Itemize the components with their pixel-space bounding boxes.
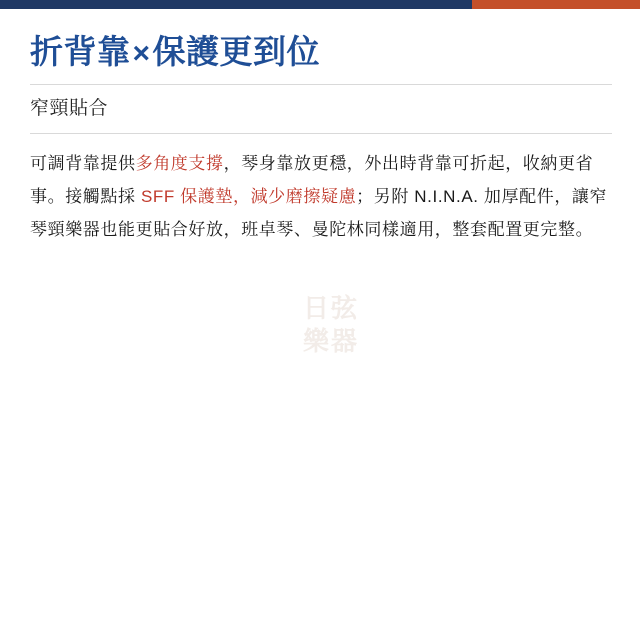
headline-part-two: 保護更到位 xyxy=(152,33,321,70)
multiply-icon: × xyxy=(132,37,151,70)
divider-top xyxy=(30,84,612,85)
body-paragraph xyxy=(30,147,608,246)
section-subtitle: 窄頸貼合 xyxy=(30,97,109,119)
body-segment: ，琴身靠放更穩，外出時背靠可折起，收納更省事。接觸點採 xyxy=(30,153,594,206)
watermark-line-one: 日弦 xyxy=(302,293,359,323)
body-segment-highlight: SFF 保護墊，減少磨擦疑慮 xyxy=(140,186,357,206)
divider-bottom xyxy=(30,133,612,134)
watermark xyxy=(286,292,376,357)
body-segment-highlight: 多角度支撐 xyxy=(135,153,224,173)
top-accent-bar-secondary xyxy=(472,0,640,9)
headline-part-one: 折背靠 xyxy=(30,33,131,70)
body-segment: ；另附 N.I.N.A. 加厚配件，讓窄琴頸樂器也能更貼合好放，班卓琴、曼陀林同樣適用，整套配置更完整。 xyxy=(30,186,608,239)
body-segment: 可調背靠提供 xyxy=(30,153,136,173)
top-accent-bar xyxy=(0,0,640,9)
page-title xyxy=(30,34,612,71)
content-block xyxy=(30,34,612,263)
watermark-line-two: 樂器 xyxy=(302,325,359,356)
